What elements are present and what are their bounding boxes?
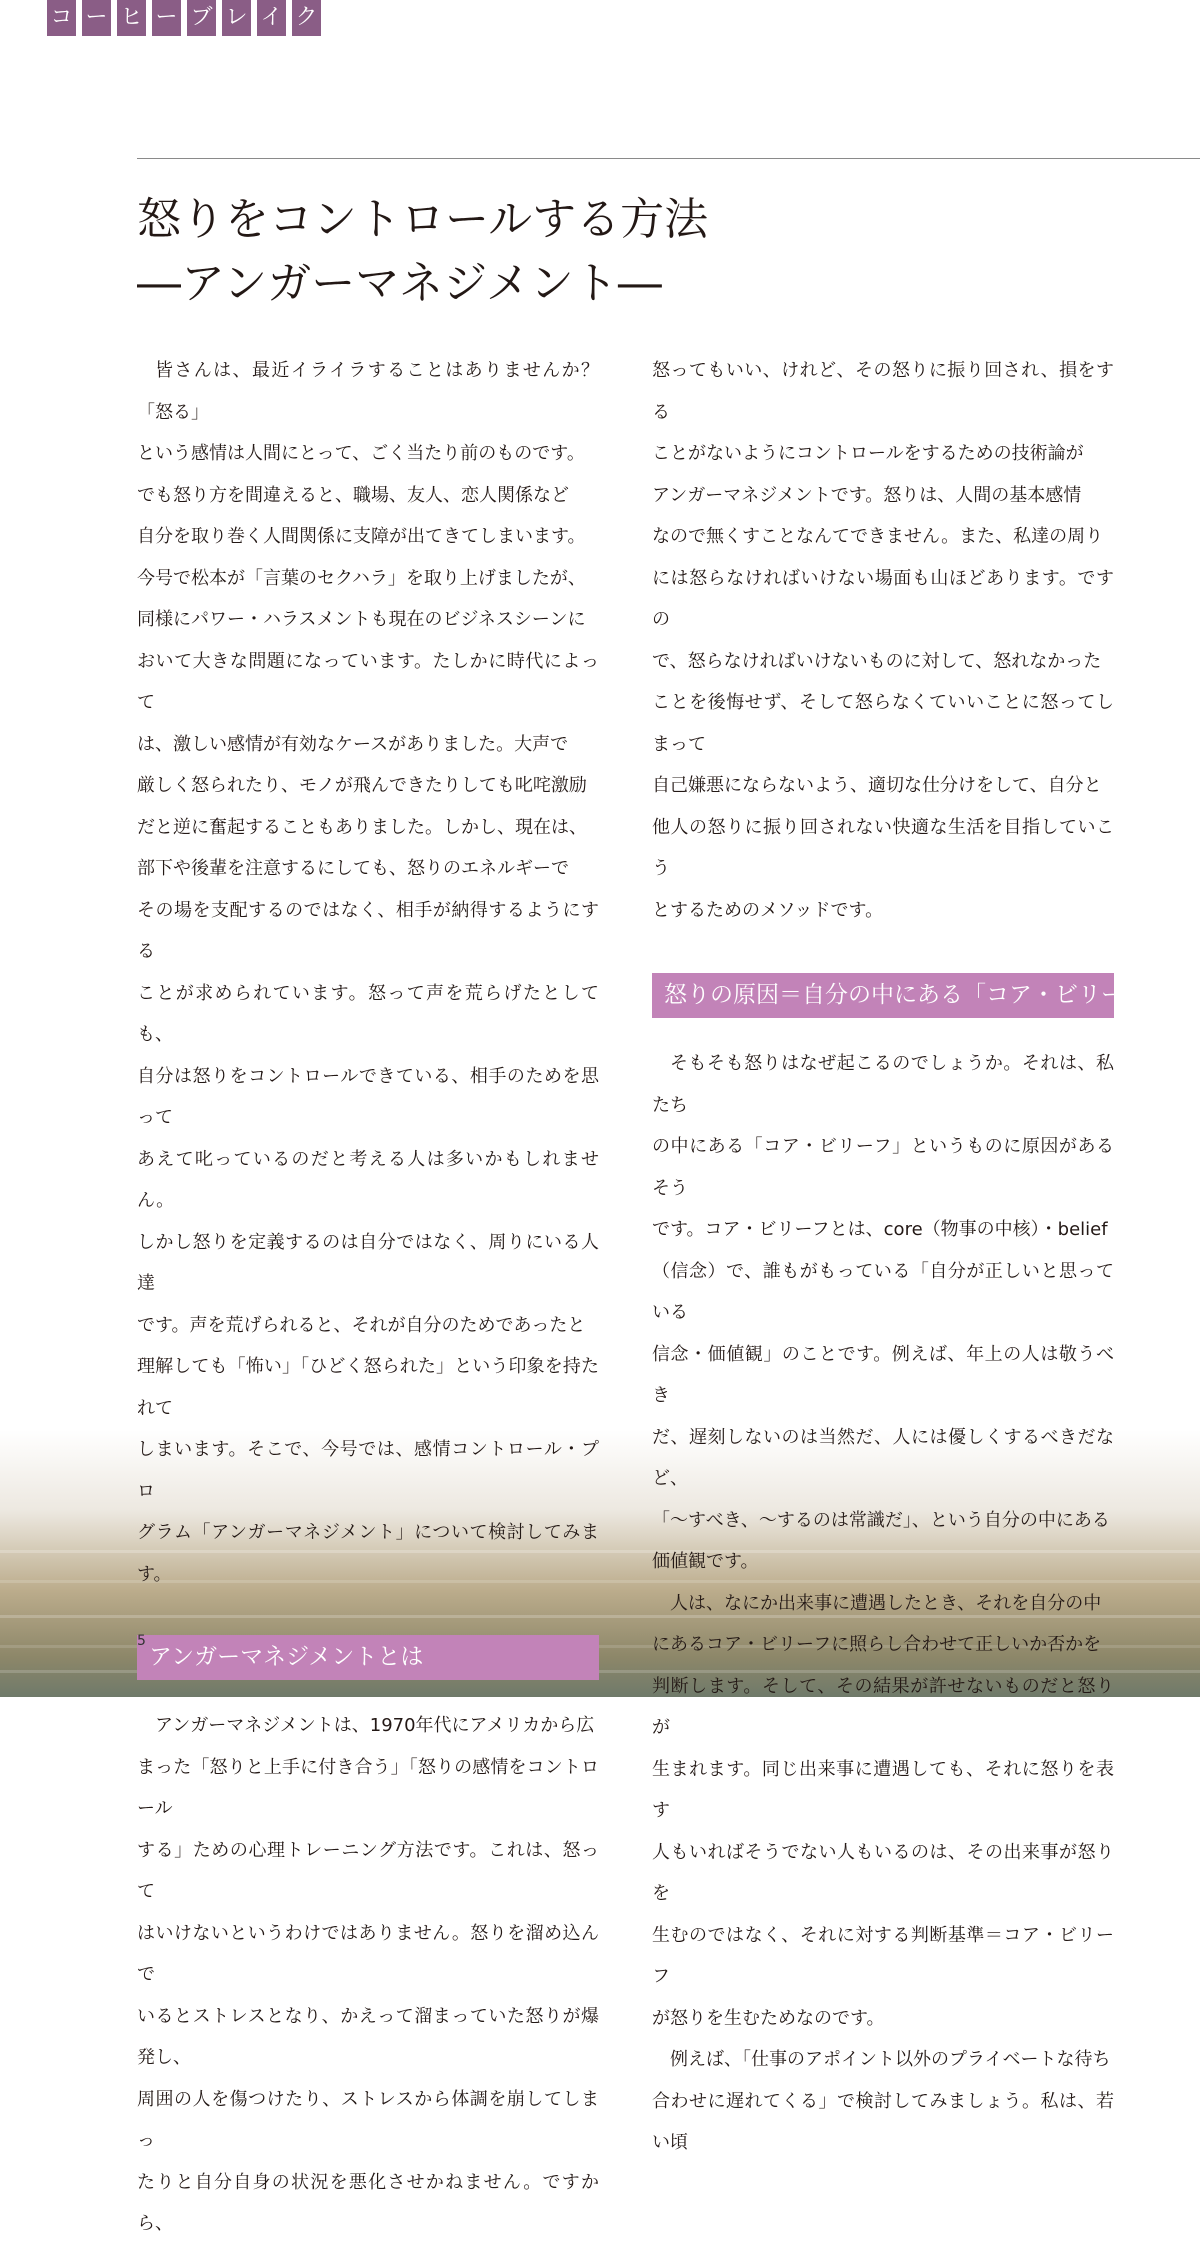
header-tab: レ: [222, 0, 251, 36]
title-rule: [137, 158, 1200, 159]
text-line: あえて叱っているのだと考える人は多いかもしれません。: [137, 1148, 599, 1211]
text-line: 生むのではなく、それに対する判断基準＝コア・ビリーフ: [652, 1924, 1114, 1987]
text-line: 「～すべき、～するのは常識だ」、という自分の中にある: [652, 1509, 1110, 1531]
text-line: する」ための心理トレーニング方法です。これは、怒って: [137, 1839, 599, 1902]
section2-paragraph-1: [652, 1043, 1114, 1583]
section2-paragraph-3: [652, 2039, 1114, 2164]
text-line: 例えば、「仕事のアポイント以外のプライベートな待ち: [670, 2049, 1111, 2070]
text-line: ことがないようにコントロールをするための技術論が: [652, 443, 1084, 464]
right-column: [652, 350, 1169, 2164]
text-line: 信念・価値観」のことです。例えば、年上の人は敬うべき: [652, 1343, 1114, 1406]
section2-paragraph-2: [652, 1583, 1114, 2040]
text-line: 自己嫌悪にならないよう、適切な仕分けをして、自分と: [652, 775, 1102, 796]
text-line: 周囲の人を傷つけたり、ストレスから体調を崩してしまっ: [137, 2088, 599, 2151]
text-line: にあるコア・ビリーフに照らし合わせて正しいか否かを: [652, 1634, 1102, 1655]
text-line: ことが求められています。怒って声を荒らげたとしても、: [137, 982, 599, 1045]
header-tab: ク: [292, 0, 321, 36]
continued-paragraph: [652, 350, 1114, 931]
text-line: ことを後悔せず、そして怒らなくていいことに怒ってしまって: [652, 692, 1114, 755]
text-line: たりと自分自身の状況を悪化させかねません。ですから、: [137, 2171, 599, 2234]
text-line: です。声を荒げられると、それが自分のためであったと: [137, 1314, 586, 1336]
text-line: で、怒らなければいけないものに対して、怒れなかった: [652, 650, 1102, 672]
section-heading-core-belief: 怒りの原因＝自分の中にある「コア・ビリーフ」: [652, 973, 1114, 1018]
section1-paragraph: [137, 1705, 599, 2245]
text-line: でも怒り方を間違えると、職場、友人、恋人関係など: [137, 484, 569, 506]
text-line: 怒ってもいい、けれど、その怒りに振り回され、損をする: [652, 360, 1114, 423]
text-line: には怒らなければいけない場面も山ほどあります。ですの: [652, 567, 1114, 630]
text-line: 自分を取り巻く人間関係に支障が出てきてしまいます。: [137, 526, 586, 547]
text-line: しかし怒りを定義するのは自分ではなく、周りにいる人達: [137, 1231, 599, 1294]
text-line: グラム「アンガーマネジメント」について検討してみます。: [137, 1522, 599, 1585]
text-line: なので無くすことなんてできません。また、私達の周り: [652, 526, 1104, 547]
section-heading-anger-management: アンガーマネジメントとは: [137, 1635, 599, 1680]
page-title: [137, 188, 708, 316]
title-line-2: ―アンガーマネジメント―: [137, 258, 662, 309]
text-line: 価値観です。: [652, 1551, 759, 1572]
text-line: 皆さんは、最近イライラすることはありませんか？「怒る」: [137, 360, 599, 423]
text-line: の中にある「コア・ビリーフ」というものに原因があるそう: [652, 1136, 1114, 1199]
header-tabs: [47, 0, 321, 36]
text-line: です。コア・ビリーフとは、core（物事の中核）・belief: [652, 1219, 1108, 1240]
header-tab: コ: [47, 0, 76, 36]
text-line: アンガーマネジメントです。怒りは、人間の基本感情: [652, 484, 1082, 506]
text-line: 人もいればそうでない人もいるのは、その出来事が怒りを: [652, 1841, 1114, 1904]
text-line: 合わせに遅れてくる」で検討してみましょう。私は、若い頃: [652, 2090, 1114, 2153]
text-line: いるとストレスとなり、かえって溜まっていた怒りが爆発し、: [137, 2005, 599, 2068]
intro-paragraph: [137, 350, 599, 1595]
page-number: 5: [137, 1633, 146, 1649]
header-tab: ブ: [187, 0, 216, 36]
header-tab: ー: [152, 0, 181, 36]
text-line: 自分は怒りをコントロールできている、相手のためを思って: [137, 1065, 599, 1128]
text-line: とするためのメソッドです。: [652, 899, 884, 921]
text-line: （信念）で、誰もがもっている「自分が正しいと思っている: [652, 1260, 1114, 1323]
text-line: は、激しい感情が有効なケースがありました。大声で: [137, 733, 569, 755]
left-column: [137, 350, 599, 2245]
header-tab: ヒ: [117, 0, 146, 36]
text-line: 部下や後輩を注意するにしても、怒りのエネルギーで: [137, 858, 569, 879]
text-line: しまいます。そこで、今号では、感情コントロール・プロ: [137, 1439, 599, 1502]
header-tab: イ: [257, 0, 286, 36]
text-line: だ、遅刻しないのは当然だ、人には優しくするべきだなど、: [652, 1426, 1114, 1489]
text-line: はいけないというわけではありません。怒りを溜め込んで: [137, 1922, 599, 1985]
title-line-1: 怒りをコントロールする方法: [137, 194, 709, 245]
text-line: 人は、なにか出来事に遭遇したとき、それを自分の中: [670, 1592, 1102, 1614]
text-line: という感情は人間にとって、ごく当たり前のものです。: [137, 443, 585, 464]
text-line: アンガーマネジメントは、1970年代にアメリカから広: [155, 1715, 595, 1736]
text-line: その場を支配するのではなく、相手が納得するようにする: [137, 899, 599, 962]
text-line: が怒りを生むためなのです。: [652, 2007, 885, 2029]
text-line: 厳しく怒られたり、モノが飛んできたりしても叱咤激励: [137, 775, 587, 796]
text-line: 生まれます。同じ出来事に遭遇しても、それに怒りを表す: [652, 1758, 1114, 1821]
text-line: そもそも怒りはなぜ起こるのでしょうか。それは、私たち: [652, 1053, 1114, 1116]
text-line: 同様にパワー・ハラスメントも現在のビジネスシーンに: [137, 609, 586, 630]
text-line: 理解しても「怖い」「ひどく怒られた」という印象を持たれて: [137, 1356, 599, 1419]
header-tab: ー: [82, 0, 111, 36]
text-line: まった「怒りと上手に付き合う」「怒りの感情をコントロール: [137, 1756, 599, 1819]
text-line: 他人の怒りに振り回されない快適な生活を目指していこう: [652, 816, 1114, 879]
text-line: 今号で松本が「言葉のセクハラ」を取り上げましたが、: [137, 567, 586, 589]
text-line: おいて大きな問題になっています。たしかに時代によって: [137, 650, 599, 713]
text-line: だと逆に奮起することもありました。しかし、現在は、: [137, 816, 587, 838]
text-line: 判断します。そして、その結果が許せないものだと怒りが: [652, 1675, 1114, 1738]
